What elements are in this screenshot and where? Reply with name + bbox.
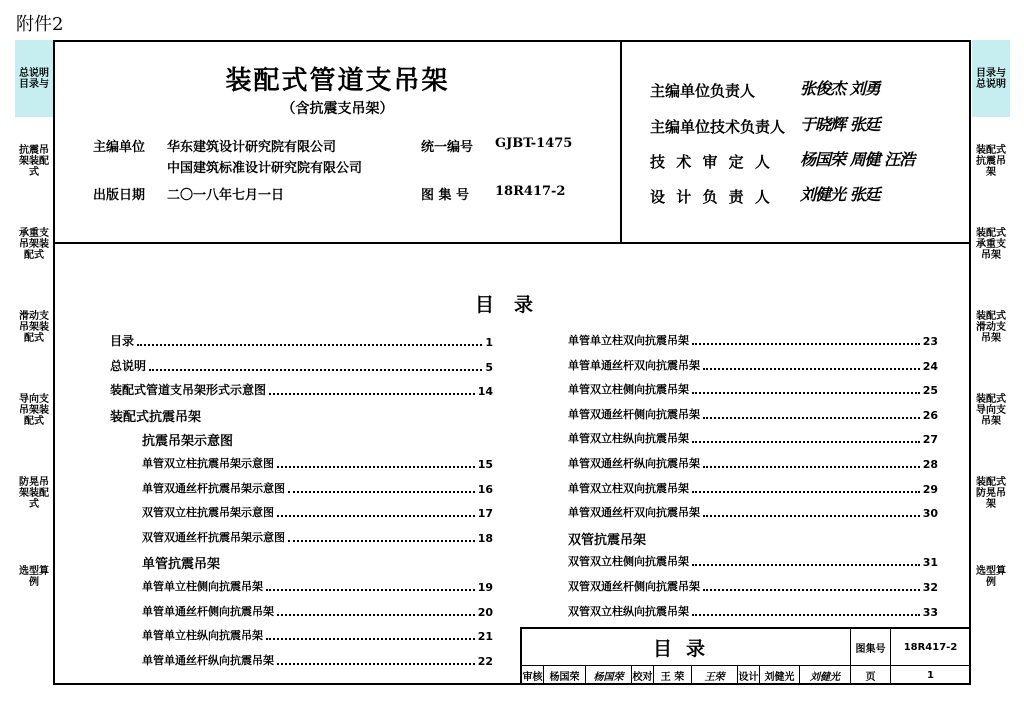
toc-entry-title: 单管双通丝杆双向抗震吊架 [568,506,700,520]
toc-entry[interactable] [568,455,938,471]
responsible-signature-1: 张俊杰 刘勇 [800,79,880,98]
toc-dot-leader [269,392,475,395]
title-block-check-label: 校对 [632,666,654,685]
responsible-signature-2: 于晓辉 张廷 [800,115,880,134]
toc-entry-title: 单管单通丝杆双向抗震吊架 [568,358,700,372]
toc-section-heading: 双管抗震吊架 [568,532,647,548]
toc-dot-leader [703,367,920,370]
title-block-designer: 刘健光 [760,666,800,685]
toc-entry[interactable] [568,480,938,496]
toc-entry[interactable] [568,504,938,520]
toc-entry-page: 31 [922,556,938,570]
toc-entry[interactable] [110,381,493,398]
toc-entry[interactable] [568,357,938,373]
toc-entry-page: 15 [477,458,493,471]
responsible-role-3: 技 术 审 定 人 [650,153,773,171]
toc-dot-leader [703,588,920,591]
toc-entry-title: 单管单立柱侧向抗震吊架 [142,580,263,593]
toc-entry-page: 18 [477,531,493,545]
right-tab-2-label: 装配式抗震吊架 [976,145,1006,178]
toc-entry-page: 19 [477,581,493,594]
publish-date-label: 出版日期 [93,188,146,203]
toc-entry[interactable] [142,652,493,668]
responsible-role-4: 设 计 负 责 人 [650,188,773,206]
left-tab-1-label: 总说明目录与 [19,67,49,90]
toc-heading: 目录 [474,294,553,316]
toc-entry-title: 单管双通丝杆抗震吊架示意图 [142,481,285,495]
right-tab-1-label: 目录与总说明 [976,67,1006,90]
title-block-review-label: 审核 [522,666,544,685]
left-tab-2-label: 抗震吊架装配式 [19,145,49,178]
toc-entry-title: 单管单通丝杆纵向抗震吊架 [142,653,274,667]
toc-entry[interactable] [142,480,493,496]
toc-entry-title: 单管单立柱纵向抗震吊架 [142,629,263,643]
right-tab-4[interactable] [972,289,1010,366]
toc-dot-leader [137,343,482,346]
toc-dot-leader [277,662,475,665]
toc-dot-leader [703,416,920,419]
left-tab-2[interactable] [15,123,53,200]
toc-dot-leader [692,440,920,443]
header-divider [55,242,969,244]
toc-entry-title: 双管双通丝杆抗震吊架示意图 [142,530,285,544]
left-tab-1[interactable] [15,40,53,117]
left-tab-5[interactable] [15,372,53,449]
responsible-signature-4: 刘健光 张廷 [800,185,880,204]
toc-entry-page: 27 [922,433,938,447]
toc-entry[interactable] [568,406,938,422]
toc-dot-leader [703,465,920,468]
title-block-checker: 王 荣 [654,666,692,685]
left-tab-7-label: 选型算例 [19,565,49,588]
editor-unit-2: 中国建筑标准设计研究院有限公司 [167,161,363,176]
left-tab-7[interactable] [15,538,53,615]
toc-dot-leader [692,563,920,566]
left-tab-6-label: 防晃吊架装配式 [19,477,49,510]
responsible-role-2: 主编单位技术负责人 [650,118,786,136]
toc-entry-title: 单管双通丝杆侧向抗震吊架 [568,407,700,421]
left-tab-3-label: 承重支吊架装配式 [19,228,49,261]
toc-entry[interactable] [142,603,493,619]
left-tab-4[interactable] [15,289,53,366]
title-block-designer-signature: 刘健光 [800,666,851,685]
toc-entry-title: 目录 [110,334,135,348]
toc-entry-title: 双管双通丝杆侧向抗震吊架 [568,580,700,593]
left-tab-4-label: 滑动支吊架装配式 [19,311,49,344]
toc-entry-title: 双管双立柱侧向抗震吊架 [568,555,689,569]
right-tab-6-label: 装配式防晃吊架 [976,477,1006,510]
toc-entry[interactable] [110,332,493,349]
toc-entry-page: 30 [922,507,938,521]
toc-entry-title: 单管双通丝杆纵向抗震吊架 [568,457,700,470]
toc-entry-title: 单管双立柱纵向抗震吊架 [568,432,689,446]
right-tab-7[interactable] [972,538,1010,615]
toc-entry-page: 25 [922,384,938,398]
right-tab-2[interactable] [972,123,1010,200]
right-category-tabs [972,40,1010,685]
toc-dot-leader [149,368,482,371]
toc-dot-leader [288,539,475,542]
editor-unit-1: 华东建筑设计研究院有限公司 [167,140,337,155]
left-tab-5-label: 导向支吊架装配式 [19,394,49,427]
header-vertical-divider [620,42,622,242]
toc-entry-page: 26 [922,408,938,422]
toc-entry[interactable] [568,553,938,569]
toc-entry-title: 单管单立柱双向抗震吊架 [568,334,689,347]
toc-entry-title: 双管双立柱抗震吊架示意图 [142,506,274,520]
toc-section-heading: 抗震吊架示意图 [142,434,234,450]
publish-date: 二〇一八年七月一日 [167,188,285,203]
toc-entry-title: 装配式管道支吊架形式示意图 [110,383,267,398]
toc-entry[interactable] [142,529,493,545]
toc-dot-leader [277,465,475,468]
toc-entry-page: 1 [485,336,493,349]
title-block-atlas-no: 18R417-2 [891,629,971,666]
responsible-role-1: 主编单位负责人 [650,82,756,100]
right-tab-3[interactable] [972,206,1010,283]
responsible-signature-3: 杨国荣 周健 汪浩 [800,150,915,169]
title-block-page-label: 页 [851,666,891,685]
toc-dot-leader [266,637,475,640]
left-tab-6[interactable] [15,455,53,532]
toc-entry-page: 16 [477,482,493,496]
toc-entry-page: 5 [485,360,493,374]
toc-entry-title: 单管双立柱双向抗震吊架 [568,481,689,495]
left-category-tabs [15,40,53,685]
toc-entry-page: 22 [477,654,493,668]
left-tab-3[interactable] [15,206,53,283]
toc-entry[interactable] [568,381,938,397]
title-block [520,627,971,685]
toc-entry-title: 单管双立柱侧向抗震吊架 [568,383,689,397]
toc-entry[interactable] [110,357,493,374]
title-block-reviewer: 杨国荣 [544,666,586,685]
toc-entry[interactable] [142,455,493,471]
toc-section-heading: 单管抗震吊架 [142,557,221,573]
atlas-no-label: 图 集 号 [421,188,470,203]
toc-entry[interactable] [568,578,938,594]
toc-dot-leader [692,490,920,493]
toc-section-heading: 装配式抗震吊架 [110,409,202,425]
toc-entry[interactable] [568,603,938,619]
toc-entry-page: 24 [922,359,938,373]
right-tab-7-label: 选型算例 [976,565,1006,588]
toc-entry-page: 17 [477,507,493,521]
toc-entry[interactable] [142,627,493,643]
toc-entry-page: 23 [922,335,938,348]
right-tab-3-label: 装配式承重支吊架 [976,228,1006,261]
unified-no: GJBT-1475 [495,136,573,151]
document-frame [53,40,971,685]
toc-dot-leader [692,613,920,616]
title-block-checker-signature: 王荣 [692,666,738,685]
toc-dot-leader [703,514,920,517]
toc-entry-title: 单管双立柱抗震吊架示意图 [142,457,274,470]
right-tab-4-label: 装配式滑动支吊架 [976,311,1006,344]
toc-entry-page: 14 [477,385,493,399]
document-subtitle: （含抗震支吊架） [281,101,394,117]
toc-entry-title: 单管单通丝杆侧向抗震吊架 [142,604,274,618]
toc-dot-leader [277,514,475,517]
title-block-name: 目录 [522,629,851,666]
editor-unit-label: 主编单位 [93,140,146,155]
toc-entry[interactable] [142,578,493,594]
right-tab-6[interactable] [972,455,1010,532]
toc-entry-page: 28 [922,458,938,471]
right-tab-1[interactable] [972,40,1010,117]
toc-entry-page: 33 [922,605,938,619]
title-block-reviewer-signature: 杨国荣 [586,666,632,685]
toc-entry[interactable] [568,430,938,446]
toc-entry-page: 20 [477,605,493,619]
toc-entry-page: 29 [922,482,938,496]
toc-dot-leader [266,588,475,591]
toc-entry[interactable] [568,332,938,348]
toc-entry-page: 21 [477,630,493,644]
toc-entry-title: 总说明 [110,358,147,373]
toc-dot-leader [288,490,475,493]
toc-entry-title: 双管双立柱纵向抗震吊架 [568,604,689,618]
unified-no-label: 统一编号 [421,140,474,155]
title-block-page-no: 1 [891,666,971,685]
title-block-atlas-label: 图集号 [851,629,891,666]
document-title: 装配式管道支吊架 [225,66,450,96]
toc-dot-leader [692,342,920,345]
toc-entry[interactable] [142,504,493,520]
right-tab-5-label: 装配式导向支吊架 [976,394,1006,427]
right-tab-5[interactable] [972,372,1010,449]
title-block-design-label: 设计 [738,666,760,685]
toc-dot-leader [692,391,920,394]
toc-dot-leader [277,613,475,616]
attachment-label: 附件2 [16,14,64,35]
toc-entry-page: 32 [922,581,938,594]
atlas-no: 18R417-2 [495,184,566,199]
